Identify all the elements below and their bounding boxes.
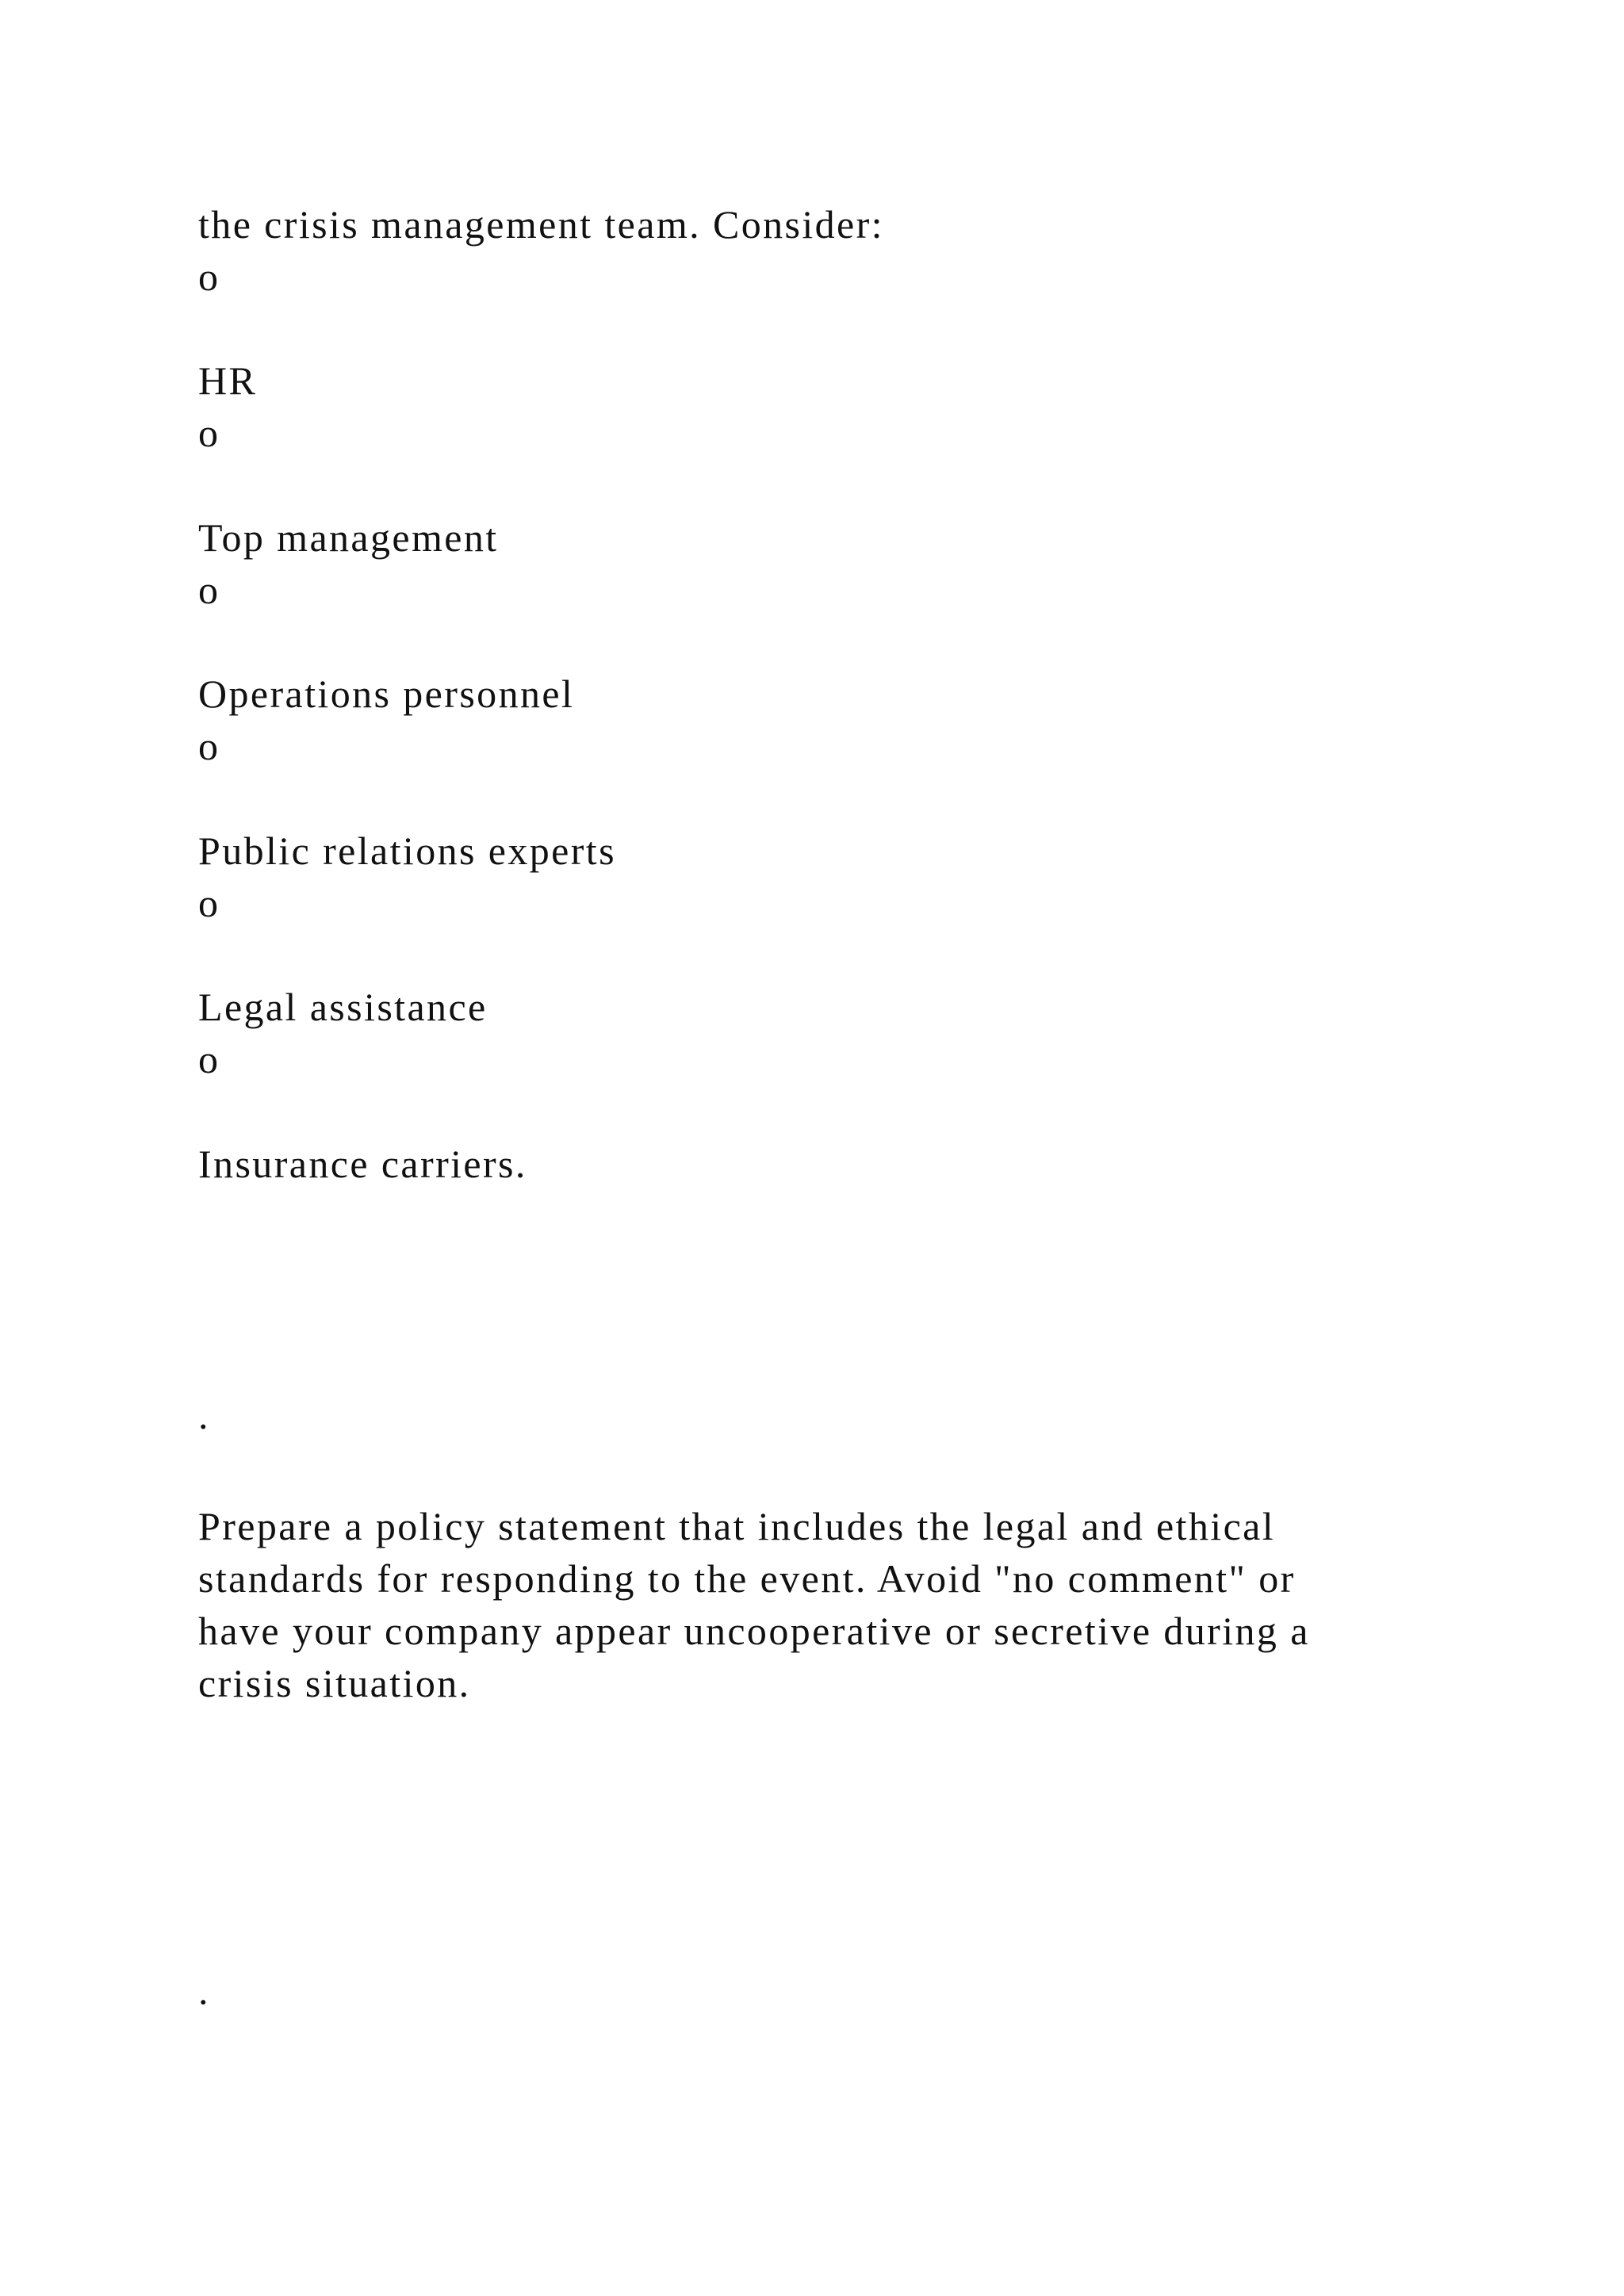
paragraph-line: crisis situation.	[198, 1661, 471, 1705]
bullet-marker: o	[198, 254, 220, 299]
section-marker: .	[198, 1969, 210, 2013]
paragraph-line: standards for responding to the event. Avoid "no comment" or	[198, 1556, 1296, 1601]
list-item-top-management: Top management	[198, 515, 499, 560]
section-marker: .	[198, 1393, 210, 1437]
intro-line: the crisis management team. Consider:	[198, 202, 884, 247]
list-item-operations-personnel: Operations personnel	[198, 672, 575, 716]
paragraph-line: have your company appear uncooperative or secretive during a	[198, 1609, 1310, 1653]
bullet-marker: o	[198, 411, 220, 455]
bullet-marker: o	[198, 881, 220, 925]
list-item-public-relations-experts: Public relations experts	[198, 828, 616, 873]
bullet-marker: o	[198, 568, 220, 612]
list-item-insurance-carriers: Insurance carriers.	[198, 1142, 527, 1186]
list-item-legal-assistance: Legal assistance	[198, 985, 488, 1029]
list-item-hr: HR	[198, 358, 258, 403]
paragraph-line: Prepare a policy statement that includes the legal and ethical	[198, 1504, 1276, 1548]
bullet-marker: o	[198, 1037, 220, 1081]
bullet-marker: o	[198, 724, 220, 768]
